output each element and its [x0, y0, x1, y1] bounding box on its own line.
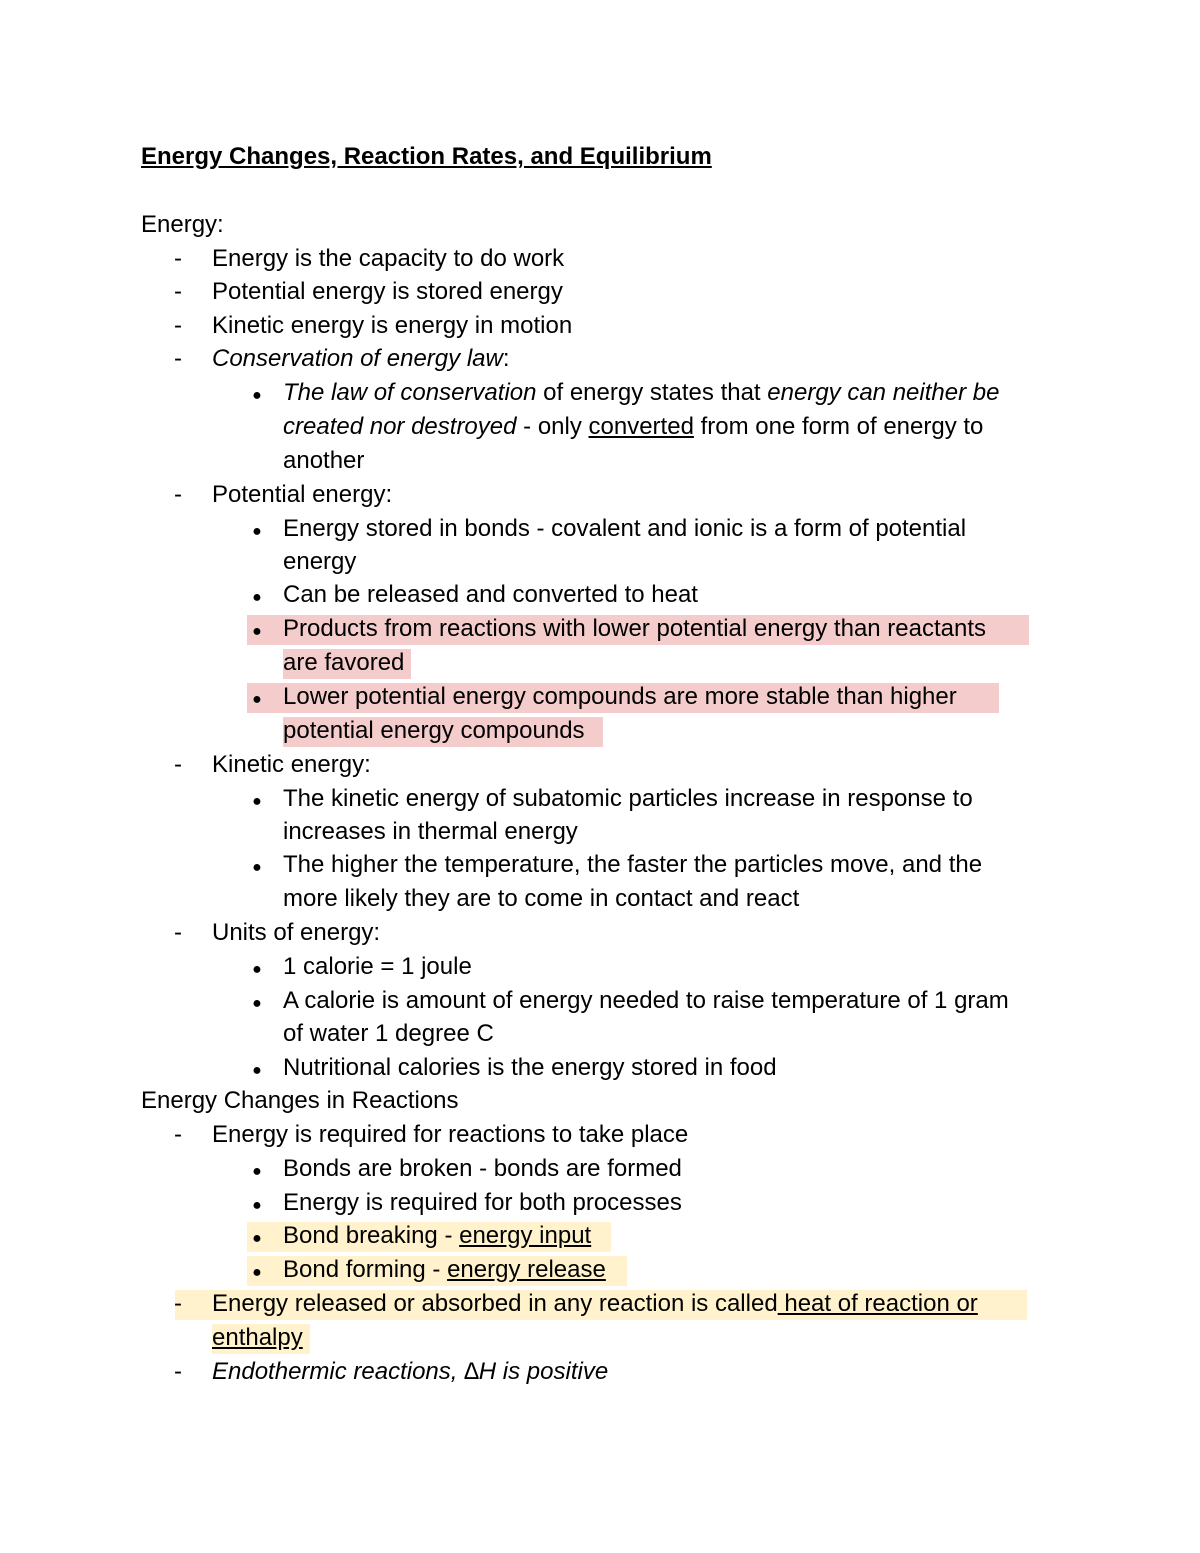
page-title: Energy Changes, Reaction Rates, and Equilibrium — [141, 143, 712, 170]
bullet-dot: ● — [252, 995, 262, 1012]
dash-bullet: - — [174, 345, 182, 372]
bullet-dot: ● — [252, 961, 262, 978]
list-item-text: Kinetic energy is energy in motion — [212, 312, 573, 339]
sub-list-item-text: Products from reactions with lower potential energy than reactants — [283, 615, 987, 642]
underlined-text: energy release — [447, 1256, 606, 1283]
dash-bullet: - — [174, 312, 182, 339]
bullet-dot: ● — [252, 523, 262, 540]
bullet-dot: ● — [252, 589, 262, 606]
bullet-dot: ● — [252, 1197, 262, 1214]
sub-list-item-text: Energy stored in bonds - covalent and ionic is a form of potential — [283, 515, 967, 542]
sub-list-item-text — [283, 1253, 606, 1287]
sub-list-item-text: energy — [283, 548, 357, 575]
bullet-dot: ● — [252, 691, 262, 708]
sub-list-item-text: Nutritional calories is the energy stored in food — [283, 1054, 777, 1081]
bullet-dot: ● — [252, 1062, 262, 1079]
sub-list-item-text: Can be released and converted to heat — [283, 581, 698, 608]
sub-list-item-text — [283, 1219, 591, 1253]
section-heading-changes: Energy Changes in Reactions — [141, 1087, 459, 1114]
underlined-text: enthalpy — [212, 1324, 303, 1351]
list-item-text: Potential energy is stored energy — [212, 278, 563, 305]
colon: : — [502, 345, 510, 372]
bullet-dot: ● — [252, 859, 262, 876]
plain-text: from one form of energy to — [693, 413, 984, 440]
dash-bullet: - — [174, 1121, 182, 1148]
list-item-text: Energy is the capacity to do work — [212, 245, 565, 272]
italic-text: energy can neither be — [767, 379, 1000, 406]
plain-text: - only — [516, 413, 589, 440]
bullet-dot: ● — [252, 1264, 262, 1281]
sub-list-item-text: more likely they are to come in contact and react — [283, 885, 800, 912]
bullet-dot: ● — [252, 1163, 262, 1180]
sub-list-item-text: Lower potential energy compounds are more stable than higher — [283, 683, 957, 710]
sub-list-item-text — [283, 376, 999, 410]
plain-text: Bond forming - — [283, 1256, 448, 1283]
list-item-text: Units of energy: — [212, 919, 381, 946]
dash-bullet: - — [174, 1358, 182, 1385]
list-item-text: Kinetic energy: — [212, 751, 371, 778]
sub-list-item-text: The kinetic energy of subatomic particles increase in response to — [283, 785, 973, 812]
bullet-dot: ● — [252, 793, 262, 810]
list-item-text: Potential energy: — [212, 481, 393, 508]
list-item-text — [212, 1287, 978, 1321]
sub-list-item-text: another — [283, 447, 365, 474]
bullet-dot: ● — [252, 623, 262, 640]
list-item-text: Energy is required for reactions to take place — [212, 1121, 689, 1148]
bullet-dot: ● — [252, 1230, 262, 1247]
sub-list-item-text: potential energy compounds — [283, 717, 585, 744]
underlined-text: heat of reaction or — [777, 1290, 978, 1317]
sub-list-item-text: Energy is required for both processes — [283, 1189, 682, 1216]
dash-bullet: - — [174, 1290, 182, 1317]
sub-list-item-text: Bonds are broken - bonds are formed — [283, 1155, 682, 1182]
plain-text: Bond breaking - — [283, 1222, 460, 1249]
underlined-text: converted — [588, 413, 694, 440]
section-heading-energy: Energy: — [141, 211, 224, 238]
dash-bullet: - — [174, 278, 182, 305]
dash-bullet: - — [174, 481, 182, 508]
dash-bullet: - — [174, 245, 182, 272]
sub-list-item-text — [283, 410, 983, 444]
bullet-dot: ● — [252, 387, 262, 404]
sub-list-item-text: are favored — [283, 649, 405, 676]
dash-bullet: - — [174, 751, 182, 778]
list-item-text: Endothermic reactions, ∆H is positive — [212, 1358, 609, 1385]
italic-text: created nor destroyed — [283, 413, 517, 440]
dash-bullet: - — [174, 919, 182, 946]
list-item-text — [212, 342, 510, 376]
sub-list-item-text: of water 1 degree C — [283, 1020, 494, 1047]
plain-text: of energy states that — [536, 379, 768, 406]
sub-list-item-text: A calorie is amount of energy needed to raise temperature of 1 gram — [283, 987, 1009, 1014]
sub-list-item-text: 1 calorie = 1 joule — [283, 953, 472, 980]
italic-text: The law of conservation — [283, 379, 537, 406]
sub-list-item-text: The higher the temperature, the faster the particles move, and the — [283, 851, 983, 878]
sub-list-item-text: increases in thermal energy — [283, 818, 578, 845]
plain-text: Energy released or absorbed in any reaction is called — [212, 1290, 778, 1317]
conservation-label: Conservation of energy law — [212, 345, 503, 372]
underlined-text: energy input — [459, 1222, 592, 1249]
